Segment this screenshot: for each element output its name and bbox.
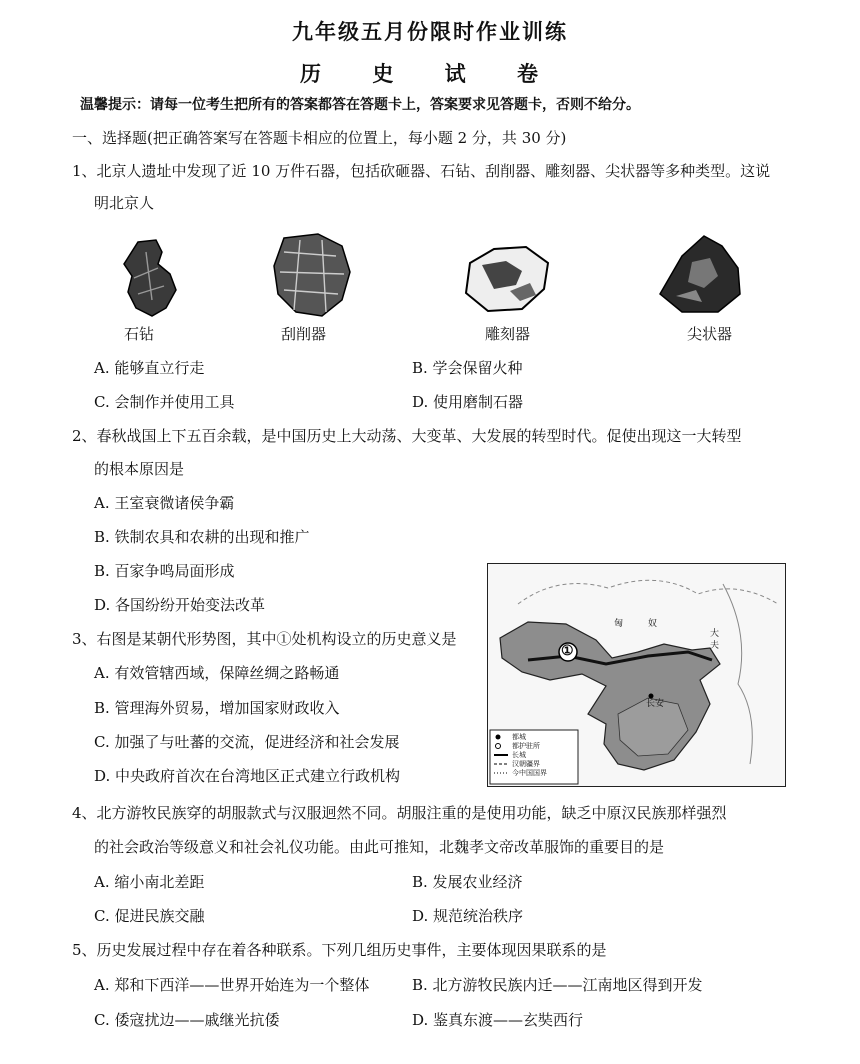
q3-option-b: B. 管理海外贸易，增加国家财政收入 [94,699,340,717]
q4-option-a: A. 缩小南北差距 [94,873,205,891]
notice: 温馨提示：请每一位考生把所有的答案都答在答题卡上，答案要求见答题卡，否则不给分。 [80,97,640,113]
map-region-1: 匈 [614,619,624,629]
q1-option-a: A. 能够直立行走 [94,359,205,377]
q3-option-d: D. 中央政府首次在台湾地区正式建立行政机构 [94,767,401,785]
q3-option-c: C. 加强了与吐蕃的交流，促进经济和社会发展 [94,733,400,751]
q4-stem-line2: 的社会政治等级意义和社会礼仪功能。由此可推知，北魏孝文帝改革服饰的重要目的是 [94,838,665,856]
map-drawing [488,564,785,786]
q3-option-a: A. 有效管辖西域，保障丝绸之路畅通 [94,664,340,682]
q2-option-c: B. 百家争鸣局面形成 [94,562,235,580]
map-legend-modern-border: 今中国国界 [512,769,547,777]
q2-option-b: B. 铁制农具和农耕的出现和推广 [94,528,310,546]
q4-stem-line1: 4、北方游牧民族穿的胡服款式与汉服迥然不同。胡服注重的是使用功能，缺乏中原汉民族那样强烈 [72,804,727,822]
section-heading: 一、选择题(把正确答案写在答题卡相应的位置上，每小题 2 分，共 30 分) [72,129,567,147]
q1-option-b: B. 学会保留火种 [412,359,523,377]
map-legend-protectorate: 都护驻所 [512,742,540,750]
graver-image [460,243,552,315]
q5-option-a: A. 郑和下西洋——世界开始连为一个整体 [94,976,370,994]
map-legend-border: 汉朝疆界 [512,760,540,768]
dynasty-map [487,563,786,787]
scraper-image [270,232,352,318]
q5-stem: 5、历史发展过程中存在着各种联系。下列几组历史事件，主要体现因果联系的是 [72,941,607,959]
q3-stem: 3、右图是某朝代形势图，其中①处机构设立的历史意义是 [72,630,457,648]
map-legend-wall: 长城 [512,751,526,759]
q2-option-a: A. 王室衰微诸侯争霸 [94,494,235,512]
pointed-tool-image [652,232,744,316]
q5-option-d: D. 鉴真东渡——玄奘西行 [412,1011,584,1029]
tool-label-drill: 石钻 [124,325,155,343]
q2-stem-line1: 2、春秋战国上下五百余载，是中国历史上大动荡、大变革、大发展的转型时代。促使出现这一大转型 [72,427,742,445]
q4-option-c: C. 促进民族交融 [94,907,205,925]
q5-option-c: C. 倭寇扰边——戚继光抗倭 [94,1011,280,1029]
q1-option-d: D. 使用磨制石器 [412,393,524,411]
map-region-2: 奴 [648,619,658,629]
tool-label-graver: 雕刻器 [485,325,531,343]
q4-option-d: D. 规范统治秩序 [412,907,524,925]
map-legend-capital: 都城 [512,733,526,741]
tool-label-point: 尖状器 [687,325,733,343]
q1-option-c: C. 会制作并使用工具 [94,393,235,411]
map-region-4: 夫 [710,641,720,651]
exam-subject: 历 史 试 卷 [300,61,560,86]
stone-drill-image [118,238,180,318]
q1-stem-line1: 1、北京人遗址中发现了近 10 万件石器，包括砍砸器、石钻、刮削器、雕刻器、尖状器等多种类型。这说 [72,162,771,180]
exam-title: 九年级五月份限时作业训练 [292,19,568,44]
map-region-3: 大 [710,629,720,639]
q2-stem-line2: 的根本原因是 [94,460,185,478]
map-city-changan: 长安 [646,699,665,709]
q1-stem-line2: 明北京人 [94,194,155,212]
tool-label-scraper: 刮削器 [281,325,327,343]
q4-option-b: B. 发展农业经济 [412,873,523,891]
q2-option-d: D. 各国纷纷开始变法改革 [94,596,266,614]
map-marker-1: ① [561,643,574,659]
q5-option-b: B. 北方游牧民族内迁——江南地区得到开发 [412,976,703,994]
